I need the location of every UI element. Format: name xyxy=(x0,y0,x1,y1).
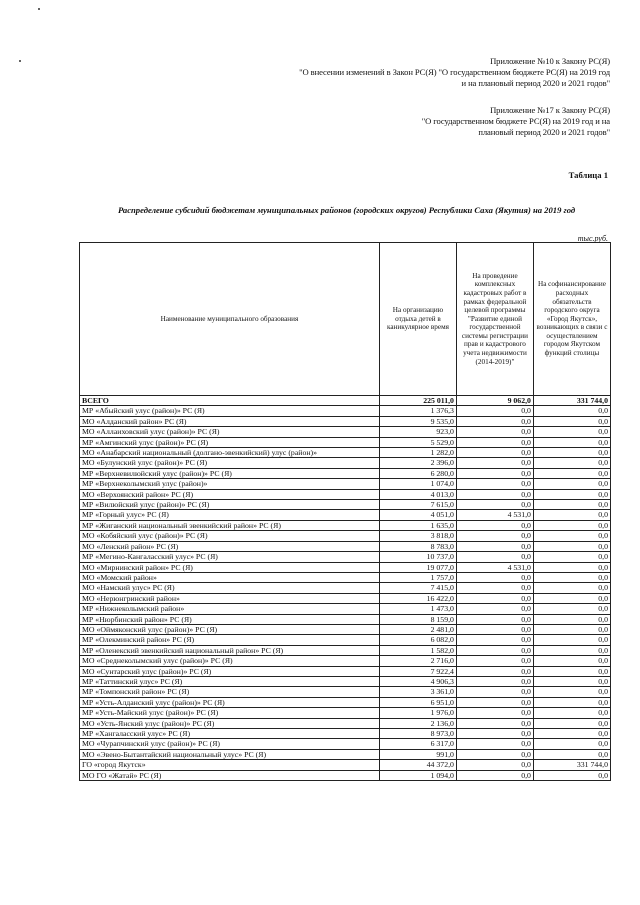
municipality-name: МР «Олекминский район» РС (Я) xyxy=(80,635,380,645)
children-rest-value: 8 159,0 xyxy=(379,614,456,624)
municipality-name: МО «Булунский улус (район)» РС (Я) xyxy=(80,458,380,468)
total-row xyxy=(80,396,611,406)
table-row xyxy=(80,666,611,676)
municipality-name: МР «Хангаласский улус» РС (Я) xyxy=(80,729,380,739)
appendix-header-1 xyxy=(299,56,610,89)
cadastral-value: 0,0 xyxy=(456,468,533,478)
total-col-b: 9 062,0 xyxy=(456,396,533,406)
children-rest-value: 991,0 xyxy=(379,749,456,759)
capital-value: 0,0 xyxy=(533,562,610,572)
capital-value: 0,0 xyxy=(533,614,610,624)
capital-value: 0,0 xyxy=(533,500,610,510)
table-row xyxy=(80,500,611,510)
municipality-name: МО «Среднеколымский улус (район)» РС (Я) xyxy=(80,656,380,666)
children-rest-value: 8 973,0 xyxy=(379,729,456,739)
municipality-name: МР «Верхнеколымский улус (район)» xyxy=(80,479,380,489)
table-row xyxy=(80,770,611,780)
capital-value: 0,0 xyxy=(533,541,610,551)
municipality-name: МО «Момский район» xyxy=(80,572,380,582)
cadastral-value: 0,0 xyxy=(456,666,533,676)
capital-value: 0,0 xyxy=(533,448,610,458)
capital-value: 0,0 xyxy=(533,479,610,489)
table-row xyxy=(80,468,611,478)
capital-value: 0,0 xyxy=(533,666,610,676)
capital-value: 0,0 xyxy=(533,729,610,739)
capital-value: 0,0 xyxy=(533,604,610,614)
table-row xyxy=(80,552,611,562)
cadastral-value: 0,0 xyxy=(456,729,533,739)
table-row xyxy=(80,697,611,707)
municipality-name: МО «Чурапчинский улус (район)» РС (Я) xyxy=(80,739,380,749)
capital-value: 0,0 xyxy=(533,437,610,447)
units-label: тыс.руб. xyxy=(577,234,608,243)
table-row xyxy=(80,427,611,437)
children-rest-value: 2 716,0 xyxy=(379,656,456,666)
total-label: ВСЕГО xyxy=(80,396,380,406)
cadastral-value: 0,0 xyxy=(456,676,533,686)
appendix-1-line-3: и на плановый период 2020 и 2021 годов" xyxy=(461,78,610,88)
municipality-name: МО «Усть-Янский улус (район)» РС (Я) xyxy=(80,718,380,728)
capital-value: 0,0 xyxy=(533,510,610,520)
children-rest-value: 1 473,0 xyxy=(379,604,456,614)
cadastral-value: 0,0 xyxy=(456,458,533,468)
column-header-children-rest: На организацию отдыха детей в каникулярное время xyxy=(379,243,456,396)
capital-value: 331 744,0 xyxy=(533,760,610,770)
capital-value: 0,0 xyxy=(533,718,610,728)
total-col-c: 331 744,0 xyxy=(533,396,610,406)
cadastral-value: 0,0 xyxy=(456,749,533,759)
children-rest-value: 4 013,0 xyxy=(379,489,456,499)
table-row xyxy=(80,760,611,770)
table-row xyxy=(80,739,611,749)
municipality-name: МО «Намский улус» РС (Я) xyxy=(80,583,380,593)
capital-value: 0,0 xyxy=(533,520,610,530)
appendix-1-line-1: Приложение №10 к Закону РС(Я) xyxy=(490,56,610,66)
cadastral-value: 0,0 xyxy=(456,583,533,593)
capital-value: 0,0 xyxy=(533,468,610,478)
municipality-name: МР «Жиганский национальный эвенкийский район» РС (Я) xyxy=(80,520,380,530)
table-row xyxy=(80,708,611,718)
children-rest-value: 6 280,0 xyxy=(379,468,456,478)
municipality-name: МО «Анабарский национальный (долгано-эвенкийский) улус (район)» xyxy=(80,448,380,458)
municipality-name: МР «Таттинский улус» РС (Я) xyxy=(80,676,380,686)
municipality-name: МР «Вилюйский улус (район)» РС (Я) xyxy=(80,500,380,510)
capital-value: 0,0 xyxy=(533,697,610,707)
table-row xyxy=(80,718,611,728)
appendix-2-line-3: плановый период 2020 и 2021 годов" xyxy=(478,127,610,137)
table-row xyxy=(80,583,611,593)
children-rest-value: 1 757,0 xyxy=(379,572,456,582)
municipality-name: МО «Сунтарский улус (район)» РС (Я) xyxy=(80,666,380,676)
capital-value: 0,0 xyxy=(533,572,610,582)
children-rest-value: 16 422,0 xyxy=(379,593,456,603)
children-rest-value: 8 783,0 xyxy=(379,541,456,551)
table-row xyxy=(80,510,611,520)
cadastral-value: 0,0 xyxy=(456,406,533,416)
table-row xyxy=(80,676,611,686)
cadastral-value: 0,0 xyxy=(456,697,533,707)
municipality-name: МР «Абыйский улус (район)» РС (Я) xyxy=(80,406,380,416)
capital-value: 0,0 xyxy=(533,656,610,666)
cadastral-value: 0,0 xyxy=(456,572,533,582)
children-rest-value: 3 818,0 xyxy=(379,531,456,541)
capital-value: 0,0 xyxy=(533,770,610,780)
capital-value: 0,0 xyxy=(533,531,610,541)
municipality-name: МО «Алданский район» РС (Я) xyxy=(80,416,380,426)
children-rest-value: 1 074,0 xyxy=(379,479,456,489)
table-row xyxy=(80,593,611,603)
capital-value: 0,0 xyxy=(533,416,610,426)
municipality-name: МР «Оленекский эвенкийский национальный район» РС (Я) xyxy=(80,645,380,655)
table-row xyxy=(80,406,611,416)
cadastral-value: 0,0 xyxy=(456,687,533,697)
cadastral-value: 0,0 xyxy=(456,416,533,426)
children-rest-value: 7 615,0 xyxy=(379,500,456,510)
children-rest-value: 1 094,0 xyxy=(379,770,456,780)
children-rest-value: 6 317,0 xyxy=(379,739,456,749)
municipality-name: МР «Нижнеколымский район» xyxy=(80,604,380,614)
capital-value: 0,0 xyxy=(533,583,610,593)
capital-value: 0,0 xyxy=(533,676,610,686)
children-rest-value: 7 415,0 xyxy=(379,583,456,593)
children-rest-value: 1 635,0 xyxy=(379,520,456,530)
children-rest-value: 4 906,3 xyxy=(379,676,456,686)
capital-value: 0,0 xyxy=(533,708,610,718)
column-header-name: Наименование муниципального образования xyxy=(80,243,380,396)
children-rest-value: 6 082,0 xyxy=(379,635,456,645)
subsidy-table xyxy=(79,242,611,781)
municipality-name: МО ГО «Жатай» РС (Я) xyxy=(80,770,380,780)
appendix-1-line-2: "О внесении изменений в Закон РС(Я) "О государственном бюджете РС(Я) на 2019 год xyxy=(299,67,610,77)
children-rest-value: 1 282,0 xyxy=(379,448,456,458)
capital-value: 0,0 xyxy=(533,406,610,416)
children-rest-value: 44 372,0 xyxy=(379,760,456,770)
municipality-name: МО «Верхоянский район» РС (Я) xyxy=(80,489,380,499)
column-header-cadastral-works: На проведение комплексных кадастровых работ в рамках федеральной целевой программы "Развитие единой государственной системы регистрации прав и кадастрового учета недвижимости (2014-2019)" xyxy=(456,243,533,396)
children-rest-value: 9 535,0 xyxy=(379,416,456,426)
column-header-capital-functions: На софинансирование расходных обязательств городского округа «Город Якутск», возникающих в связи с осуществлением городом Якутском функций столицы xyxy=(533,243,610,396)
cadastral-value: 0,0 xyxy=(456,645,533,655)
children-rest-value: 3 361,0 xyxy=(379,687,456,697)
table-number: Таблица 1 xyxy=(568,170,608,180)
capital-value: 0,0 xyxy=(533,687,610,697)
table-row xyxy=(80,531,611,541)
cadastral-value: 4 531,0 xyxy=(456,562,533,572)
municipality-name: МР «Томпонский район» РС (Я) xyxy=(80,687,380,697)
capital-value: 0,0 xyxy=(533,489,610,499)
municipality-name: МО «Оймяконский улус (район)» РС (Я) xyxy=(80,624,380,634)
appendix-header-2 xyxy=(422,105,610,138)
scan-speck xyxy=(38,8,40,10)
table-row xyxy=(80,416,611,426)
children-rest-value: 2 396,0 xyxy=(379,458,456,468)
table-row xyxy=(80,656,611,666)
table-row xyxy=(80,624,611,634)
municipality-name: МР «Нюрбинский район» РС (Я) xyxy=(80,614,380,624)
cadastral-value: 0,0 xyxy=(456,541,533,551)
table-row xyxy=(80,437,611,447)
children-rest-value: 923,0 xyxy=(379,427,456,437)
cadastral-value: 0,0 xyxy=(456,635,533,645)
table-row xyxy=(80,458,611,468)
table-row xyxy=(80,572,611,582)
cadastral-value: 0,0 xyxy=(456,770,533,780)
capital-value: 0,0 xyxy=(533,624,610,634)
cadastral-value: 0,0 xyxy=(456,552,533,562)
municipality-name: МО «Эвено-Бытантайский национальный улус» РС (Я) xyxy=(80,749,380,759)
table-row xyxy=(80,541,611,551)
municipality-name: МО «Аллаиховский улус (район)» РС (Я) xyxy=(80,427,380,437)
table-row xyxy=(80,635,611,645)
cadastral-value: 0,0 xyxy=(456,604,533,614)
capital-value: 0,0 xyxy=(533,427,610,437)
municipality-name: ГО «город Якутск» xyxy=(80,760,380,770)
children-rest-value: 1 582,0 xyxy=(379,645,456,655)
municipality-name: МР «Горный улус» РС (Я) xyxy=(80,510,380,520)
cadastral-value: 0,0 xyxy=(456,593,533,603)
cadastral-value: 0,0 xyxy=(456,479,533,489)
table-body xyxy=(80,396,611,781)
municipality-name: МР «Верхневилюйский улус (район)» РС (Я) xyxy=(80,468,380,478)
cadastral-value: 0,0 xyxy=(456,427,533,437)
cadastral-value: 0,0 xyxy=(456,500,533,510)
municipality-name: МО «Кобяйский улус (район)» РС (Я) xyxy=(80,531,380,541)
table-row xyxy=(80,645,611,655)
table-row xyxy=(80,729,611,739)
children-rest-value: 5 529,0 xyxy=(379,437,456,447)
capital-value: 0,0 xyxy=(533,645,610,655)
children-rest-value: 4 051,0 xyxy=(379,510,456,520)
cadastral-value: 0,0 xyxy=(456,531,533,541)
cadastral-value: 0,0 xyxy=(456,448,533,458)
table-row xyxy=(80,489,611,499)
table-row xyxy=(80,479,611,489)
cadastral-value: 0,0 xyxy=(456,760,533,770)
scan-speck xyxy=(19,60,21,62)
children-rest-value: 1 976,0 xyxy=(379,708,456,718)
children-rest-value: 6 951,0 xyxy=(379,697,456,707)
table-row xyxy=(80,562,611,572)
capital-value: 0,0 xyxy=(533,593,610,603)
children-rest-value: 7 922,4 xyxy=(379,666,456,676)
table-row xyxy=(80,749,611,759)
cadastral-value: 0,0 xyxy=(456,624,533,634)
children-rest-value: 2 136,0 xyxy=(379,718,456,728)
appendix-2-line-1: Приложение №17 к Закону РС(Я) xyxy=(490,105,610,115)
capital-value: 0,0 xyxy=(533,739,610,749)
cadastral-value: 0,0 xyxy=(456,739,533,749)
municipality-name: МР «Усть-Алданский улус (район)» РС (Я) xyxy=(80,697,380,707)
appendix-2-line-2: "О государственном бюджете РС(Я) на 2019 год и на xyxy=(421,116,610,126)
table-header-row xyxy=(80,243,611,396)
cadastral-value: 0,0 xyxy=(456,437,533,447)
municipality-name: МР «Мегино-Кангаласский улус» РС (Я) xyxy=(80,552,380,562)
children-rest-value: 1 376,3 xyxy=(379,406,456,416)
table-row xyxy=(80,520,611,530)
cadastral-value: 4 531,0 xyxy=(456,510,533,520)
total-col-a: 225 011,0 xyxy=(379,396,456,406)
municipality-name: МО «Мирнинский район» РС (Я) xyxy=(80,562,380,572)
cadastral-value: 0,0 xyxy=(456,718,533,728)
municipality-name: МО «Ленский район» РС (Я) xyxy=(80,541,380,551)
municipality-name: МО «Нерюнгринский район» xyxy=(80,593,380,603)
table-row xyxy=(80,687,611,697)
capital-value: 0,0 xyxy=(533,635,610,645)
capital-value: 0,0 xyxy=(533,458,610,468)
municipality-name: МР «Амгинский улус (район)» РС (Я) xyxy=(80,437,380,447)
cadastral-value: 0,0 xyxy=(456,656,533,666)
children-rest-value: 19 077,0 xyxy=(379,562,456,572)
children-rest-value: 10 737,0 xyxy=(379,552,456,562)
cadastral-value: 0,0 xyxy=(456,614,533,624)
table-row xyxy=(80,604,611,614)
cadastral-value: 0,0 xyxy=(456,708,533,718)
children-rest-value: 2 481,0 xyxy=(379,624,456,634)
table-row xyxy=(80,448,611,458)
cadastral-value: 0,0 xyxy=(456,489,533,499)
cadastral-value: 0,0 xyxy=(456,520,533,530)
capital-value: 0,0 xyxy=(533,749,610,759)
table-row xyxy=(80,614,611,624)
capital-value: 0,0 xyxy=(533,552,610,562)
document-title: Распределение субсидий бюджетам муниципальных районов (городских округов) Республики Саха (Якутия) на 2019 год xyxy=(118,205,576,215)
municipality-name: МР «Усть-Майский улус (район)» РС (Я) xyxy=(80,708,380,718)
